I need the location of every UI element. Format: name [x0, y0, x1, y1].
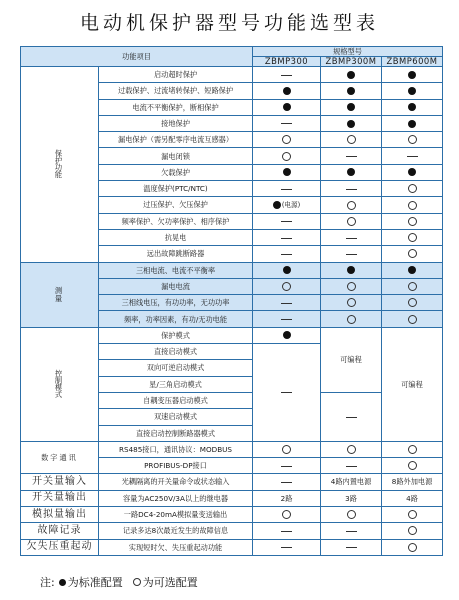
function-label: 保护模式	[99, 327, 253, 343]
not-available-dash	[346, 254, 357, 255]
model-value-cell	[253, 474, 321, 490]
model-value-cell	[253, 311, 321, 327]
cell-value: 8路外加电源	[391, 477, 433, 487]
not-available-dash	[281, 303, 292, 304]
cell-value: 3路	[345, 493, 357, 503]
model-value-cell	[321, 474, 382, 490]
model-value-cell	[253, 99, 321, 115]
model-value-cell	[253, 441, 321, 457]
not-available-dash	[281, 221, 292, 222]
model-value-cell	[253, 115, 321, 131]
page-title: 电动机保护器型号功能选型表	[79, 12, 379, 34]
not-available-dash	[281, 531, 292, 532]
function-label: 三相线电压，有功功率，无功功率	[99, 295, 253, 311]
table-row	[21, 67, 443, 83]
header-row	[21, 47, 443, 57]
model-value-cell	[321, 148, 382, 164]
model-value-cell	[321, 164, 382, 180]
not-available-dash	[346, 547, 357, 548]
optional-circle-icon	[408, 526, 417, 535]
model-value-cell	[382, 441, 443, 457]
category-cell: 测 量	[21, 262, 99, 327]
model-value-cell	[253, 262, 321, 278]
optional-circle-icon	[408, 461, 417, 470]
model-value-cell	[321, 197, 382, 213]
optional-circle-icon	[347, 445, 356, 454]
function-label: 漏电电流	[99, 278, 253, 294]
optional-circle-icon	[347, 135, 356, 144]
model-value-cell	[253, 148, 321, 164]
model-value-cell	[382, 278, 443, 294]
not-available-dash	[346, 238, 357, 239]
model-value-cell	[382, 115, 443, 131]
optional-circle-icon	[408, 298, 417, 307]
model-value-cell	[382, 295, 443, 311]
optional-circle-icon	[408, 315, 417, 324]
power-note: (电源)	[281, 200, 301, 209]
model-value-cell	[321, 441, 382, 457]
not-available-dash	[346, 466, 357, 467]
model-value-cell	[321, 246, 382, 262]
optional-circle-icon	[408, 201, 417, 210]
table-row	[21, 474, 443, 490]
model-value-cell	[253, 83, 321, 99]
optional-circle-icon	[282, 445, 291, 454]
model3-programmable-cell: 可编程	[382, 327, 443, 441]
optional-circle-icon	[408, 217, 417, 226]
function-label: 抗晃电	[99, 229, 253, 245]
function-label: 实现短时欠、失压重起动功能	[99, 539, 253, 555]
model-value-cell	[321, 83, 382, 99]
function-label: 漏电保护（需另配零序电流互感器）	[99, 132, 253, 148]
model-value-cell	[253, 164, 321, 180]
model-value-cell	[321, 311, 382, 327]
optional-circle-icon	[408, 233, 417, 242]
optional-circle-icon	[408, 184, 417, 193]
not-available-dash	[281, 238, 292, 239]
not-available-dash	[346, 156, 357, 157]
model-value-cell	[382, 539, 443, 555]
model-value-cell	[253, 278, 321, 294]
function-label: 三相电流、电流不平衡率	[99, 262, 253, 278]
standard-dot-icon	[408, 266, 416, 274]
optional-circle-icon	[408, 135, 417, 144]
function-label: PROFIBUS-DP接口	[99, 458, 253, 474]
model-value-cell	[321, 213, 382, 229]
standard-dot-icon	[347, 266, 355, 274]
not-available-dash	[407, 156, 418, 157]
model-value-cell	[321, 539, 382, 555]
model-value-cell	[253, 229, 321, 245]
model2-programmable-cell: 可编程	[321, 327, 382, 392]
model-value-cell	[382, 148, 443, 164]
model-value-cell	[382, 132, 443, 148]
category-cell: 模拟量输出	[21, 507, 99, 523]
model-value-cell	[321, 181, 382, 197]
model-value-cell	[321, 262, 382, 278]
not-available-dash	[346, 417, 357, 418]
not-available-dash	[281, 254, 292, 255]
model-value-cell	[382, 507, 443, 523]
not-available-dash	[281, 319, 292, 320]
model-value-cell	[321, 490, 382, 506]
not-available-dash	[346, 531, 357, 532]
model-value-cell	[321, 67, 382, 83]
model-value-cell	[382, 164, 443, 180]
model-value-cell	[321, 458, 382, 474]
optional-circle-icon	[347, 282, 356, 291]
table-row	[21, 262, 443, 278]
optional-circle-icon	[347, 510, 356, 519]
function-label: 远出故障跳断路器	[99, 246, 253, 262]
standard-dot-icon	[347, 120, 355, 128]
model-value-cell	[382, 229, 443, 245]
not-available-dash	[281, 123, 292, 124]
model-value-cell	[253, 295, 321, 311]
standard-dot-icon	[283, 331, 291, 339]
function-label: 欠载保护	[99, 164, 253, 180]
optional-circle-icon	[347, 217, 356, 226]
model-name-1: ZBMP300	[253, 57, 321, 67]
cell-value: 4路内置电源	[330, 477, 372, 487]
standard-dot-icon	[408, 71, 416, 79]
model-value-cell	[382, 197, 443, 213]
model-value-cell	[253, 213, 321, 229]
function-label: 一路DC4-20mA模拟量变送输出	[99, 507, 253, 523]
standard-dot-icon	[347, 87, 355, 95]
standard-dot-icon	[408, 168, 416, 176]
optional-circle-icon	[408, 249, 417, 258]
standard-dot-icon	[347, 71, 355, 79]
not-available-dash	[281, 547, 292, 548]
function-label: 频率保护、欠功率保护、相序保护	[99, 213, 253, 229]
model-name-3: ZBMP600M	[382, 57, 443, 67]
standard-dot-icon	[408, 120, 416, 128]
optional-circle-icon	[347, 298, 356, 307]
model-value-cell	[253, 246, 321, 262]
optional-circle-icon	[408, 445, 417, 454]
model-value-cell	[321, 278, 382, 294]
not-available-dash	[346, 189, 357, 190]
note-standard-text: 为标准配置	[67, 576, 123, 589]
legend-note	[40, 574, 198, 590]
function-label: 过压保护、欠压保护	[99, 197, 253, 213]
models-header: 规格型号	[253, 47, 443, 57]
category-cell: 故障记录	[21, 523, 99, 539]
not-available-dash	[281, 392, 292, 393]
function-label: RS485接口，通讯协议：MODBUS	[99, 441, 253, 457]
optional-circle-icon	[347, 201, 356, 210]
category-cell: 开关量输出	[21, 490, 99, 506]
table-row	[21, 441, 443, 457]
standard-dot-icon	[283, 168, 291, 176]
model-value-cell	[382, 490, 443, 506]
model-value-cell	[321, 132, 382, 148]
optional-circle-icon	[408, 282, 417, 291]
model-value-cell	[253, 507, 321, 523]
optional-circle-icon	[347, 315, 356, 324]
category-cell: 保 护 功 能	[21, 67, 99, 263]
model2-dash-cell	[321, 392, 382, 441]
standard-dot-icon	[347, 103, 355, 111]
function-label: 记录多达8次最近发生的故障信息	[99, 523, 253, 539]
standard-dot-icon	[283, 266, 291, 274]
function-label: 自耦变压器启动模式	[99, 392, 253, 408]
optional-circle-icon	[282, 282, 291, 291]
not-available-dash	[281, 482, 292, 483]
model-value-cell	[321, 229, 382, 245]
model-value-cell	[382, 262, 443, 278]
optional-circle-icon	[282, 135, 291, 144]
not-available-dash	[281, 466, 292, 467]
function-label: 过载保护、过流堵转保护、短路保护	[99, 83, 253, 99]
category-cell: 控 制 模 式	[21, 327, 99, 441]
model-value-cell	[253, 539, 321, 555]
model-value-cell	[382, 67, 443, 83]
model-value-cell	[253, 181, 321, 197]
category-cell: 欠失压重起动	[21, 539, 99, 555]
model-value-cell	[253, 458, 321, 474]
function-label: 双速启动模式	[99, 409, 253, 425]
model-value-cell	[382, 246, 443, 262]
model-value-cell	[321, 295, 382, 311]
standard-dot-icon	[273, 201, 281, 209]
model-value-cell	[321, 99, 382, 115]
model-name-2: ZBMP300M	[321, 57, 382, 67]
table-row	[21, 507, 443, 523]
function-label: 电流不平衡保护，断相保护	[99, 99, 253, 115]
not-available-dash	[281, 75, 292, 76]
optional-circle-icon	[282, 510, 291, 519]
function-header: 功能项目	[21, 47, 253, 67]
spec-table	[20, 46, 443, 556]
category-cell: 数字通讯	[21, 441, 99, 474]
model1-dash-cell	[253, 344, 321, 442]
model-value-cell	[253, 132, 321, 148]
model-value-cell	[253, 67, 321, 83]
standard-dot-icon	[347, 168, 355, 176]
standard-dot-icon	[59, 579, 66, 586]
table-row	[21, 523, 443, 539]
standard-dot-icon	[283, 103, 291, 111]
function-label: 直接启动控制断路器模式	[99, 425, 253, 441]
function-label: 启动超时保护	[99, 67, 253, 83]
optional-circle-icon	[408, 543, 417, 552]
model-value-cell	[382, 523, 443, 539]
function-label: 容量为AC250V/3A以上的继电器	[99, 490, 253, 506]
function-label: 频率，功率因素，有功/无功电能	[99, 311, 253, 327]
standard-dot-icon	[283, 87, 291, 95]
function-label: 漏电闭锁	[99, 148, 253, 164]
not-available-dash	[281, 189, 292, 190]
model-value-cell	[382, 458, 443, 474]
model-value-cell	[253, 490, 321, 506]
optional-circle-icon	[133, 578, 141, 586]
table-row	[21, 327, 443, 343]
category-cell: 开关量输入	[21, 474, 99, 490]
model-value-cell	[321, 523, 382, 539]
optional-circle-icon	[282, 152, 291, 161]
model-value-cell	[382, 83, 443, 99]
model-value-cell	[382, 99, 443, 115]
note-optional-text: 为可选配置	[142, 576, 198, 589]
cell-value: 4路	[406, 493, 418, 503]
model-value-cell	[382, 213, 443, 229]
model-value-cell	[253, 327, 321, 343]
model-value-cell	[382, 311, 443, 327]
function-label: 温度保护(PTC/NTC)	[99, 181, 253, 197]
standard-dot-icon	[408, 87, 416, 95]
table-row	[21, 539, 443, 555]
function-label: 接地保护	[99, 115, 253, 131]
model-value-cell	[321, 115, 382, 131]
model-value-cell	[382, 474, 443, 490]
model-value-cell	[321, 507, 382, 523]
function-label: 星/三角启动模式	[99, 376, 253, 392]
optional-circle-icon	[408, 510, 417, 519]
model-value-cell	[253, 523, 321, 539]
model-value-cell	[253, 197, 321, 213]
model-value-cell	[382, 181, 443, 197]
table-row	[21, 490, 443, 506]
note-prefix: 注:	[40, 576, 55, 589]
standard-dot-icon	[408, 103, 416, 111]
function-label: 光耦隔离的开关量命令或状态输入	[99, 474, 253, 490]
function-label: 双向可逆启动模式	[99, 360, 253, 376]
function-label: 直接启动模式	[99, 344, 253, 360]
cell-value: 2路	[280, 493, 293, 503]
